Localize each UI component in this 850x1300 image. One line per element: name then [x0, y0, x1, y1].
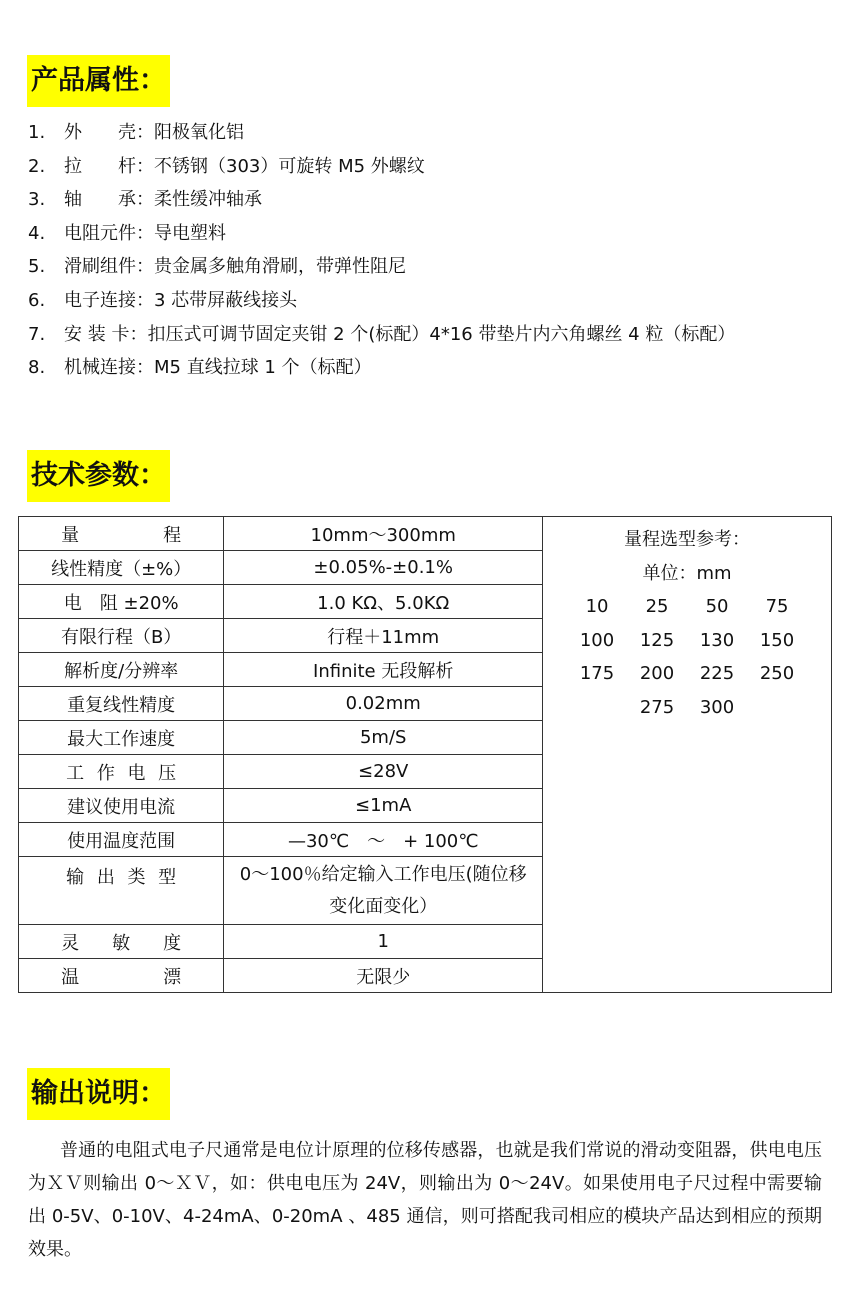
spec-value: ≤1mA	[224, 789, 543, 823]
section-heading-specs: 技术参数：	[27, 450, 170, 502]
range-value: 50	[705, 596, 729, 617]
property-label: 电阻元件：	[64, 222, 154, 244]
spec-value: Infinite 无段解析	[224, 653, 543, 687]
range-row	[543, 657, 831, 691]
item-number: 3.	[28, 189, 46, 211]
property-value: 扣压式可调节固定夹钳 2 个(标配）4*16 带垫片内六角螺丝 4 粒（标配）	[147, 323, 736, 345]
spec-value: 0.02mm	[224, 687, 543, 721]
spec-value: ≤28V	[224, 755, 543, 789]
spec-param: 有限行程（B）	[19, 619, 224, 653]
spec-param: 线性精度（±%）	[19, 551, 224, 585]
property-label: 拉 杆：	[64, 155, 154, 177]
property-label: 滑刷组件：	[64, 256, 154, 278]
property-label: 安 装 卡：	[64, 323, 148, 345]
property-item	[28, 150, 828, 184]
spec-param: 最大工作速度	[19, 721, 224, 755]
property-label: 轴 承：	[64, 189, 154, 211]
properties-list	[28, 116, 828, 385]
property-item	[28, 250, 828, 284]
range-value: 175	[579, 663, 615, 684]
range-value: 100	[579, 629, 615, 651]
spec-param	[19, 925, 224, 959]
spec-param	[19, 959, 224, 993]
range-reference-unit: 单位：mm	[642, 562, 732, 584]
spec-value: 1	[224, 925, 543, 959]
spec-value: —30℃ ～ + 100℃	[224, 823, 543, 857]
range-value: 225	[699, 663, 735, 684]
spec-table	[18, 516, 832, 993]
range-row	[543, 691, 831, 725]
spec-value: 无限少	[224, 959, 543, 993]
property-item	[28, 217, 828, 251]
spec-param: 电 阻 ±20%	[19, 585, 224, 619]
property-value: 贵金属多触角滑刷，带弹性阻尼	[154, 256, 406, 278]
range-value: 25	[645, 596, 669, 617]
item-number: 5.	[28, 256, 46, 278]
spec-param-text: 工作电压	[66, 762, 177, 784]
spec-param	[19, 517, 224, 551]
range-value: 150	[759, 629, 795, 651]
range-value: 130	[699, 629, 735, 651]
section-heading-properties: 产品属性：	[27, 55, 170, 107]
spec-param-text: 量程	[61, 524, 182, 546]
range-value: 75	[765, 596, 789, 617]
property-value: 导电塑料	[154, 222, 226, 244]
range-value: 200	[639, 663, 675, 684]
property-item	[28, 116, 828, 150]
property-value: 阳极氧化铝	[154, 122, 244, 143]
section-heading-output: 输出说明：	[27, 1068, 170, 1120]
item-number: 2.	[28, 155, 46, 177]
range-reference-title: 量程选型参考：	[624, 529, 751, 550]
output-description: 普通的电阻式电子尺通常是电位计原理的位移传感器，也就是我们常说的滑动变阻器，供电电压为ＸＶ则输出 0～ＸＶ，如：供电电压为 24V，则输出为 0～24V。如果使用电子尺过程中需要输出 0-5V、0-10V、4-24mA、0-20mA 、485 通信，则可搭配我司相应的模块产品达到相应的预期效果。	[28, 1140, 822, 1260]
item-number: 4.	[28, 222, 46, 244]
property-label: 电子连接：	[64, 289, 154, 311]
spec-value: 5m/S	[224, 721, 543, 755]
property-value: 3 芯带屏蔽线接头	[154, 289, 298, 311]
spec-value: 行程＋11mm	[224, 619, 543, 653]
spec-param-text: 输出类型	[66, 867, 177, 888]
property-item	[28, 351, 828, 385]
item-number: 6.	[28, 289, 46, 311]
range-value: 275	[639, 696, 675, 718]
range-reference	[543, 517, 831, 724]
range-reference-cell	[543, 517, 832, 993]
spec-param	[19, 755, 224, 789]
item-number: 7.	[28, 323, 46, 345]
property-label: 机械连接：	[64, 357, 154, 379]
spec-param: 使用温度范围	[19, 823, 224, 857]
table-row	[19, 517, 832, 551]
spec-param: 建议使用电流	[19, 789, 224, 823]
spec-param-text: 温漂	[61, 966, 182, 988]
property-value: 柔性缓冲轴承	[154, 189, 262, 211]
spec-param	[19, 857, 224, 925]
spec-value: 1.0 KΩ、5.0KΩ	[224, 585, 543, 619]
property-item	[28, 318, 828, 352]
spec-param-text: 灵敏度	[61, 932, 182, 954]
property-item	[28, 284, 828, 318]
property-item	[28, 183, 828, 217]
range-value: 10	[585, 596, 609, 617]
property-value: 不锈钢（303）可旋转 M5 外螺纹	[154, 155, 425, 177]
range-row	[543, 624, 831, 658]
spec-value: 10mm～300mm	[224, 517, 543, 551]
range-value: 125	[639, 629, 675, 651]
property-label: 外 壳：	[64, 122, 154, 143]
spec-value: 0～100％给定输入工作电压(随位移变化面变化）	[224, 857, 543, 925]
item-number: 1.	[28, 122, 46, 143]
spec-value: ±0.05%-±0.1%	[224, 551, 543, 585]
range-value: 300	[699, 696, 735, 718]
range-row	[543, 590, 831, 624]
property-value: M5 直线拉球 1 个（标配）	[154, 357, 372, 379]
spec-param: 重复线性精度	[19, 687, 224, 721]
spec-param: 解析度/分辨率	[19, 653, 224, 687]
range-value: 250	[759, 663, 795, 684]
item-number: 8.	[28, 357, 46, 379]
